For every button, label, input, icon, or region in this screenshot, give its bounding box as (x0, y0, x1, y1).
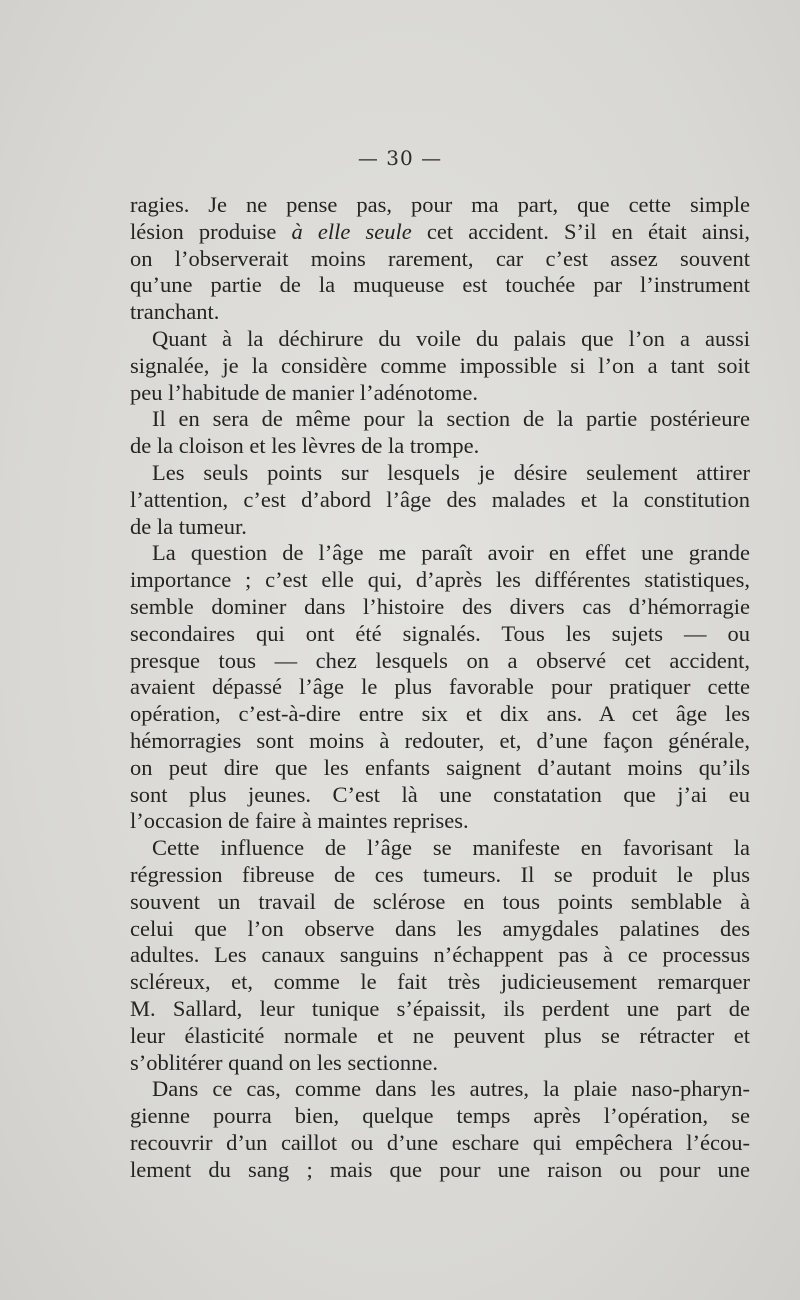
text-line: scléreux, et, comme le fait très judicieusement remarquer (130, 969, 750, 995)
text-line: souvent un travail de sclérose en tous points semblable à (130, 888, 750, 914)
paragraph (130, 460, 750, 540)
text-line: leur élasticité normale et ne peuvent plus se rétracter et (130, 1022, 750, 1048)
text-line: l’attention, c’est d’abord l’âge des malades et la constitution (130, 486, 750, 512)
text-line: recouvrir d’un caillot ou d’une eschare qui empêchera l’écou- (130, 1129, 750, 1155)
paragraph (130, 192, 750, 326)
text-line: La question de l’âge me paraît avoir en effet une grande (152, 540, 750, 566)
paragraph (130, 1076, 750, 1183)
text-line: on peut dire que les enfants saignent d’autant moins qu’ils (130, 754, 750, 780)
text-line: opération, c’est-à-dire entre six et dix ans. A cet âge les (130, 701, 750, 727)
text-line: de la cloison et les lèvres de la trompe. (130, 433, 480, 459)
text-line: avaient dépassé l’âge le plus favorable pour pratiquer cette (130, 674, 750, 700)
text-line: secondaires qui ont été signalés. Tous les sujets — ou (130, 620, 750, 646)
page-number: — 30 — (357, 146, 443, 170)
text-line: l’occasion de faire à maintes reprises. (130, 808, 469, 834)
text-line: Quant à la déchirure du voile du palais que l’on a aussi (152, 325, 750, 351)
text-line: celui que l’on observe dans les amygdales palatines des (130, 915, 750, 941)
text-line: gienne pourra bien, quelque temps après l’opération, se (130, 1103, 750, 1129)
text-line: adultes. Les canaux sanguins n’échappent pas à ce processus (130, 942, 750, 968)
text-line: sont plus jeunes. C’est là une constatation que j’ai eu (130, 781, 750, 807)
paragraph (130, 540, 750, 835)
text-line: Les seuls points sur lesquels je désire seulement attirer (152, 459, 750, 485)
body-text (130, 192, 750, 1183)
text-line: hémorragies sont moins à redouter, et, d’une façon générale, (130, 727, 750, 753)
text-line: s’oblitérer quand on les sectionne. (130, 1049, 439, 1075)
text-line: semble dominer dans l’histoire des divers cas d’hémorragie (130, 593, 750, 619)
text-line: on l’observerait moins rarement, car c’est assez souvent (130, 245, 750, 271)
text-line: lement du sang ; mais que pour une raison ou pour une (130, 1156, 750, 1182)
text-line: Dans ce cas, comme dans les autres, la plaie naso-pharyn- (152, 1076, 750, 1102)
text-line: lésion produise à elle seule cet accident. S’il en était ainsi, (130, 218, 750, 244)
text-line: signalée, je la considère comme impossible si l’on a tant soit (130, 352, 750, 378)
paragraph (130, 406, 750, 460)
text-line: presque tous — chez lesquels on a observé cet accident, (130, 647, 750, 673)
text-line: Cette influence de l’âge se manifeste en favorisant la (152, 835, 750, 861)
text-line: tranchant. (130, 299, 220, 325)
paragraph (130, 835, 750, 1076)
text-line: Il en sera de même pour la section de la partie postérieure (152, 406, 750, 432)
text-line: qu’une partie de la muqueuse est touchée par l’instrument (130, 272, 750, 298)
text-line: peu l’habitude de manier l’adénotome. (130, 379, 478, 405)
text-line: de la tumeur. (130, 513, 247, 539)
text-line: M. Sallard, leur tunique s’épaissit, ils perdent une part de (130, 995, 750, 1021)
paragraph (130, 326, 750, 406)
italic-phrase: à elle seule (291, 218, 412, 244)
text-line: régression fibreuse de ces tumeurs. Il se produit le plus (130, 861, 750, 887)
text-line: importance ; c’est elle qui, d’après les différentes statistiques, (130, 567, 750, 593)
text-line: ragies. Je ne pense pas, pour ma part, que cette simple (130, 192, 750, 217)
